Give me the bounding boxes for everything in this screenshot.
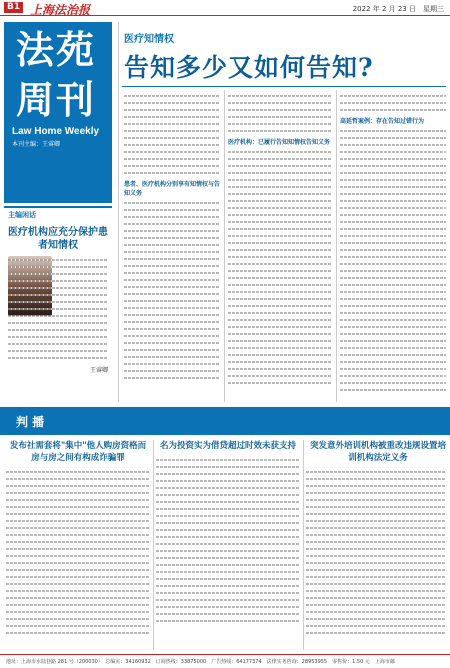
bottom-article-1 — [6, 440, 150, 648]
section-band-label: 判 播 — [16, 415, 45, 429]
masthead-english: Law Home Weekly — [12, 126, 100, 137]
section-heading: 患者、医疗机构分别享有知情权与告知义务 — [124, 181, 220, 197]
bottom-article-2 — [156, 440, 300, 648]
masthead — [4, 22, 112, 203]
divider — [122, 86, 446, 87]
masthead-title-1: 法苑 — [16, 28, 97, 72]
divider — [153, 440, 154, 650]
editor-column-author: 王睿卿 — [89, 367, 108, 374]
divider — [224, 90, 225, 402]
editor-column — [4, 206, 112, 402]
masthead-title-2: 周刊 — [16, 78, 97, 122]
bottom-article-title: 突发意外培训机构被重改违规设置培训机构法定义务 — [309, 441, 446, 463]
masthead-editor: 本刊主编：王睿卿 — [12, 141, 61, 148]
feature-headline: 告知多少又如何告知? — [124, 53, 374, 82]
bottom-article-body — [156, 456, 300, 636]
issue-date: 2022 年 2 月 23 日 星期三 — [352, 5, 444, 13]
feature-column: 医疗知情权 — [124, 34, 174, 45]
bottom-article-body — [306, 468, 446, 648]
editor-column-tag: 主编闲话 — [4, 206, 112, 222]
section-band — [0, 407, 450, 435]
article-column-3 — [340, 92, 446, 402]
section-heading: 高延哲案例：存在告知过错行为 — [340, 118, 425, 125]
page-header — [0, 0, 450, 16]
editor-column-title: 医疗机构应充分保护患者知情权 — [8, 227, 108, 251]
newspaper-name: 上海法治报 — [30, 3, 91, 17]
divider — [118, 22, 119, 402]
page-footer: 地址：上海市水陆巷路 281 号（200030） 总编室：34160932 订阅热线：33875000 广告热线：64177374 法律实务咨询：28953955 零售价：1.50 元 上海市邮 — [0, 654, 450, 668]
article-column-1 — [124, 92, 220, 402]
divider — [336, 90, 337, 402]
article-column-2 — [228, 92, 332, 402]
editor-column-body — [4, 252, 112, 365]
bottom-article-title: 发布社需套将"集中"他人购房资格而房与房之间有构成诈骗罪 — [9, 441, 147, 463]
divider — [303, 440, 304, 650]
section-heading: 医疗机构：已履行告知知情权告知义务 — [228, 139, 331, 146]
bottom-article-title: 名为投资实为借贷超过时效未获支持 — [159, 441, 296, 451]
page-number: B1 — [4, 2, 23, 13]
bottom-article-body — [6, 468, 150, 648]
bottom-article-3 — [306, 440, 450, 648]
